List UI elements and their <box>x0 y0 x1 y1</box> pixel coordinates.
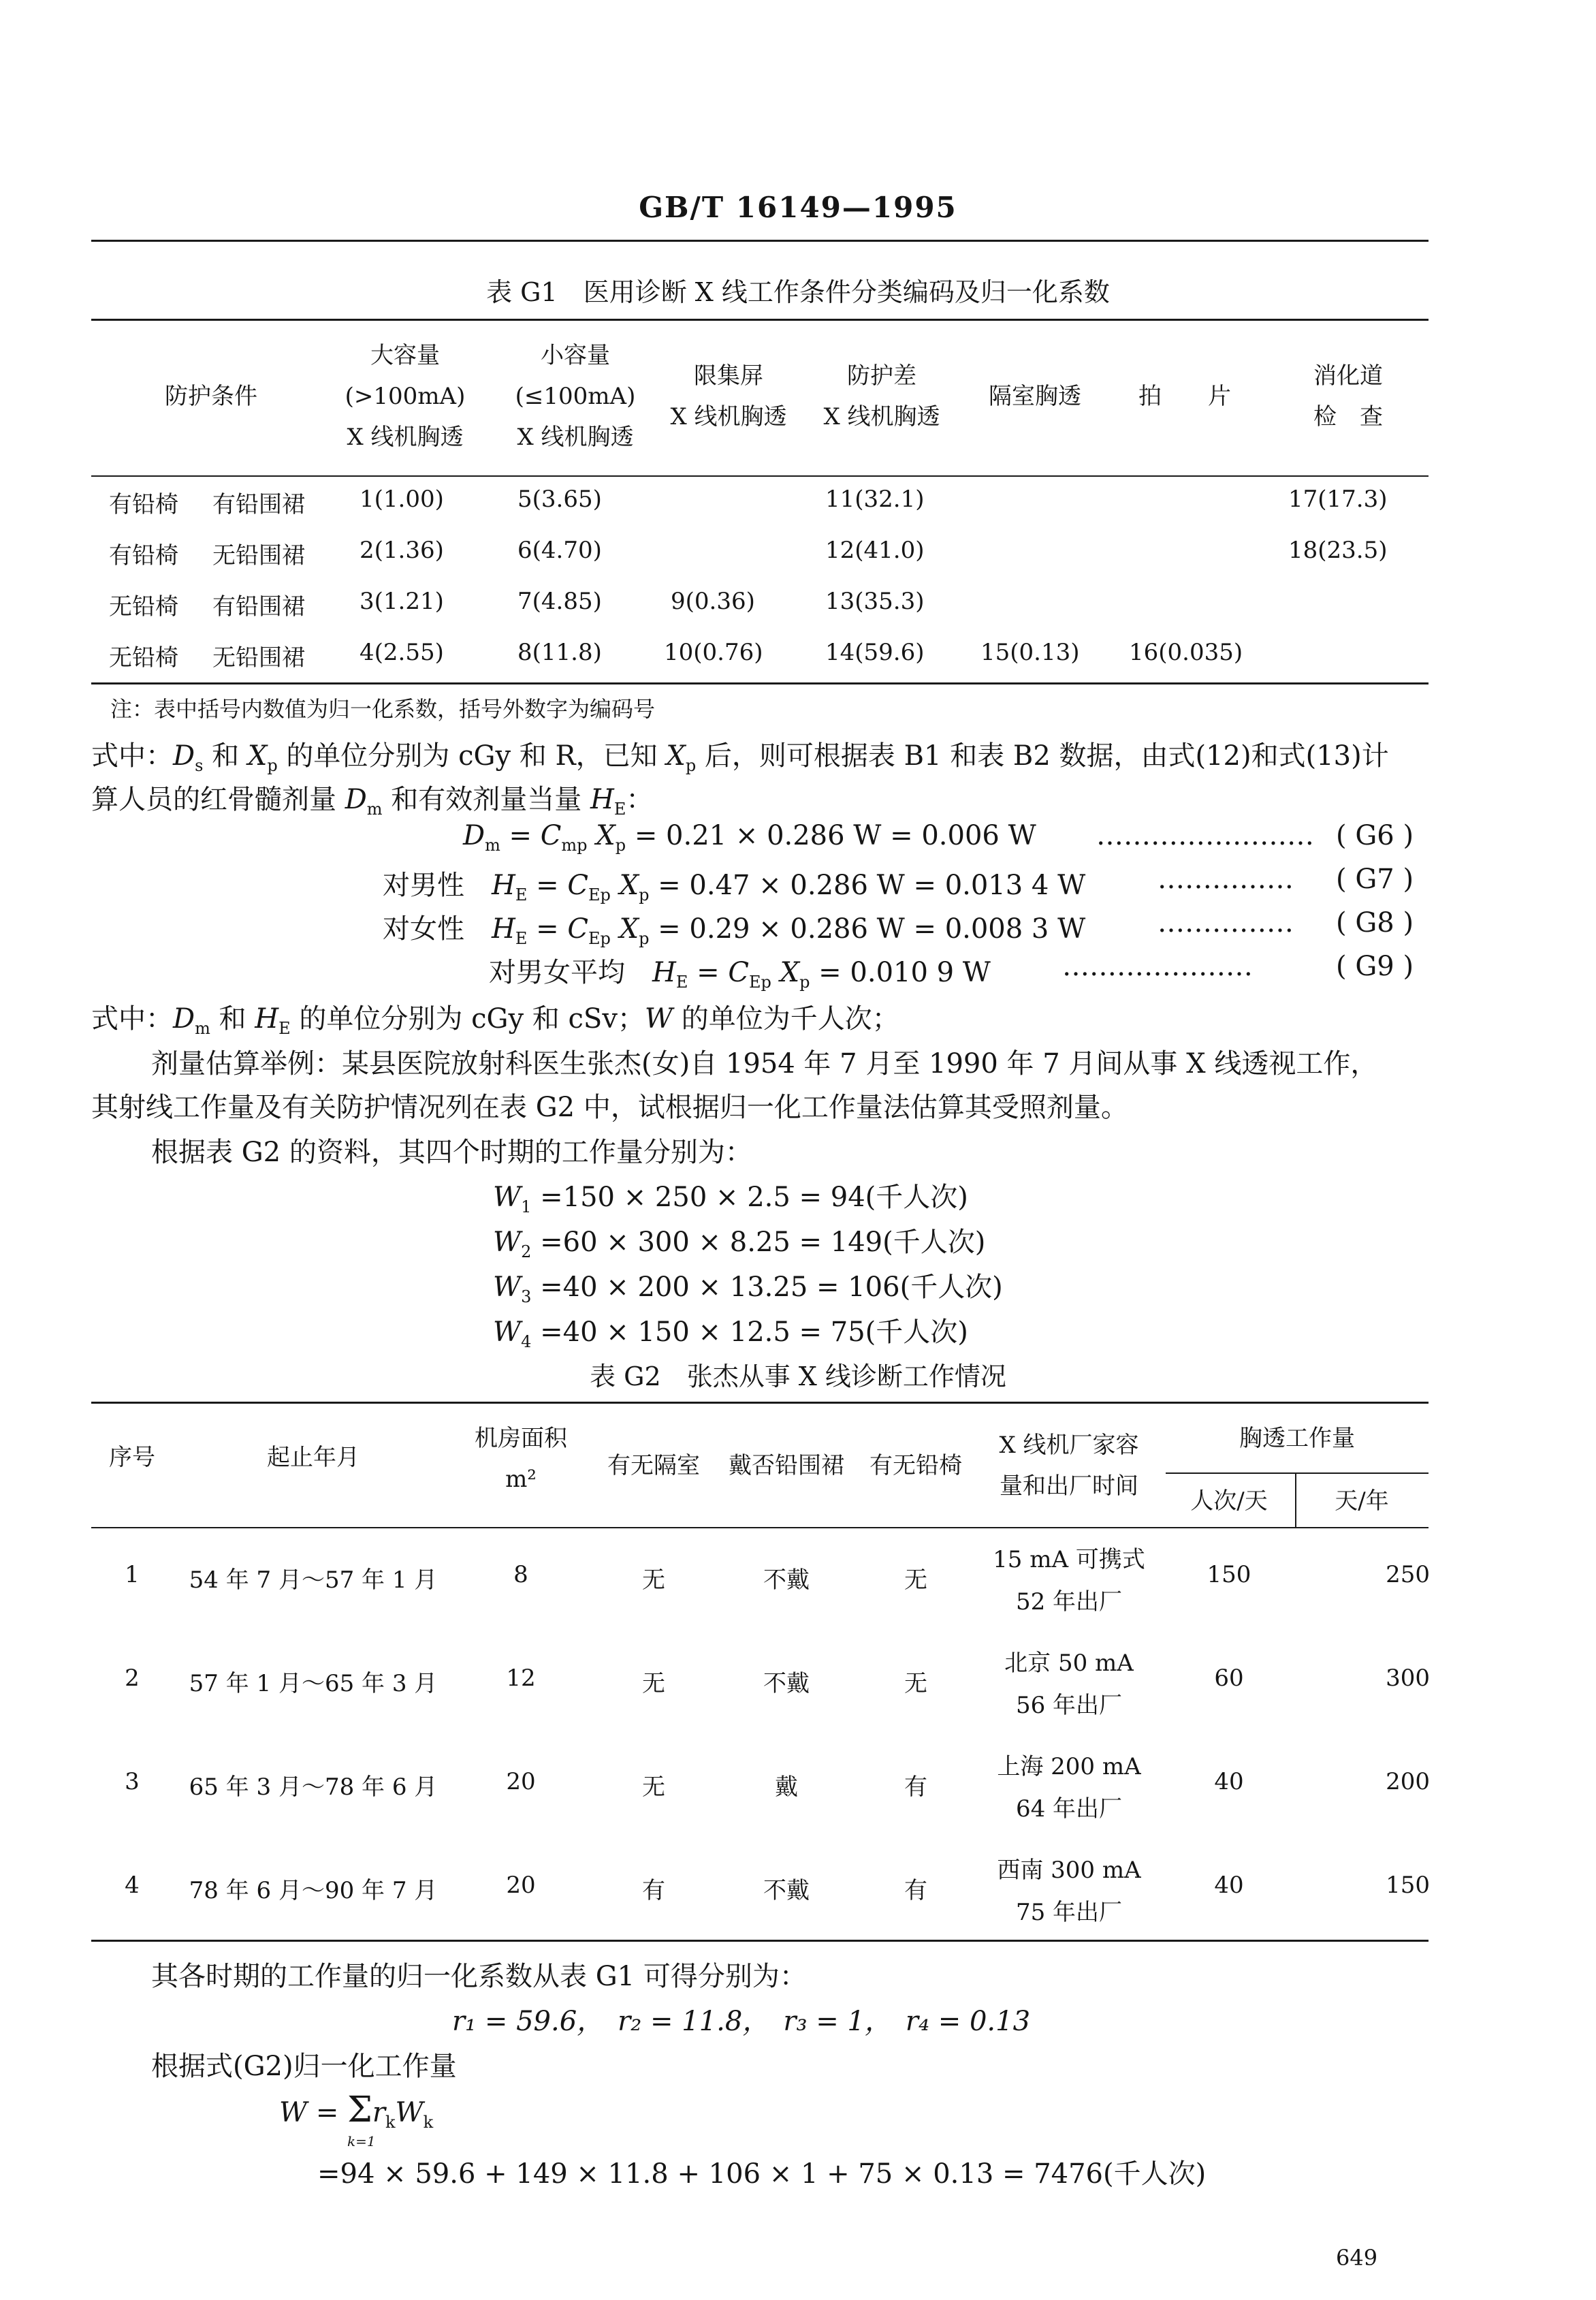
table-g2-subheader-divider <box>1295 1472 1296 1527</box>
paragraph-units: 式中：$D_m$ 和 $H_E$ 的单位分别为 cGy 和 cSv；W 的单位为千人次； <box>91 1003 899 1038</box>
equation-w1: $W_1 =150 \times 250 \times 2.5 = 94$(千人次) <box>493 1182 968 1216</box>
cell-period: 65 年 3 月～78 年 6 月 <box>189 1774 438 1801</box>
col-large: 大容量 (>100mA) X 线机胸透 <box>345 342 466 451</box>
table-g1-caption: 表 G1 医用诊断 X 线工作条件分类编码及归一化系数 <box>486 277 1110 307</box>
cell-chair: 无铅椅 <box>109 593 178 620</box>
cell-days-year: 300 <box>1386 1665 1430 1692</box>
col-film: 拍 片 <box>1138 383 1231 410</box>
paragraph-example-1: 剂量估算举例：某县医院放射科医生张杰(女)自 1954 年 7 月至 1990 年 7 月间从事 X 线透视工作， <box>151 1048 1378 1080</box>
equation-g8-tag: ( G8 ) <box>1336 907 1414 939</box>
header-rule <box>91 240 1429 242</box>
cell-apron: 有铅围裙 <box>212 491 305 518</box>
equation-g8: 对女性 $H_E = C_{Ep}$ $X_p = 0.29 \times 0.286$ W = 0.008 3 W <box>383 913 1086 948</box>
cell-maker-1: 上海 200 mA <box>997 1753 1141 1780</box>
cell-period: 78 年 6 月～90 年 7 月 <box>189 1877 438 1904</box>
paragraph-workload-intro: 根据表 G2 的资料，其四个时期的工作量分别为： <box>151 1137 752 1168</box>
equation-g9: 对男女平均 $H_E = C_{Ep}$ $X_p = 0.010$ 9 W <box>489 957 991 992</box>
cell-per-day: 40 <box>1214 1768 1244 1795</box>
col-gi: 消化道 检 查 <box>1313 362 1383 430</box>
page-number: 649 <box>1336 2245 1378 2271</box>
cell-film: 16(0.035) <box>1129 639 1243 666</box>
cell-poor: 13(35.3) <box>825 588 925 615</box>
cell-apron: 不戴 <box>763 1877 810 1904</box>
cell-poor: 12(41.0) <box>825 537 925 564</box>
cell-chair: 有 <box>904 1774 927 1801</box>
paragraph-coefficients-intro: 其各时期的工作量的归一化系数从表 G1 可得分别为： <box>151 1961 807 1992</box>
equation-g6: $D_m = C_{mp}$ $X_p = 0.21 \times 0.286$ W = 0.006 W <box>463 820 1036 855</box>
equation-g9-leader: ………………… <box>1062 951 1253 982</box>
cell-large: 2(1.36) <box>360 537 444 564</box>
cell-small: 7(4.85) <box>517 588 602 615</box>
cell-chair: 有 <box>904 1877 927 1904</box>
cell-large: 4(2.55) <box>360 639 444 666</box>
cell-no: 3 <box>125 1768 140 1795</box>
table-g2-subheader-rule <box>1166 1472 1429 1474</box>
col-room: 隔室胸透 <box>989 383 1081 410</box>
cell-area: 12 <box>506 1665 536 1692</box>
cell-per-day: 150 <box>1207 1561 1251 1588</box>
col-per-day: 人次/天 <box>1190 1487 1268 1515</box>
col-load: 胸透工作量 <box>1239 1425 1355 1452</box>
cell-chair: 无 <box>904 1566 927 1594</box>
col-area: 机房面积 m² <box>475 1425 567 1493</box>
cell-small: 5(3.65) <box>517 486 602 513</box>
cell-maker-2: 64 年出厂 <box>1015 1795 1123 1823</box>
col-maker: X 线机厂家容 量和出厂时间 <box>999 1432 1139 1500</box>
cell-limit: 9(0.36) <box>671 588 755 615</box>
cell-room: 15(0.13) <box>980 639 1080 666</box>
cell-apron: 不戴 <box>763 1566 810 1594</box>
cell-gi: 18(23.5) <box>1288 537 1388 564</box>
table-g1-header-rule <box>91 475 1429 477</box>
cell-apron: 有铅围裙 <box>212 593 305 620</box>
cell-poor: 14(59.6) <box>825 639 925 666</box>
cell-area: 8 <box>513 1561 528 1588</box>
standard-number: GB/T 16149—1995 <box>639 191 957 224</box>
col-period: 起止年月 <box>267 1444 360 1471</box>
cell-no: 4 <box>125 1872 140 1899</box>
equation-g9-tag: ( G9 ) <box>1336 951 1414 982</box>
paragraph-symbols-1: 式中：$D_s$ 和 $X_p$ 的单位分别为 cGy 和 R，已知 $X_p$ 后，则可根据表 B1 和表 B2 数据，由式(12)和式(13)计 <box>91 740 1389 775</box>
cell-period: 54 年 7 月～57 年 1 月 <box>189 1566 438 1594</box>
equation-g7-tag: ( G7 ) <box>1336 864 1414 895</box>
col-no: 序号 <box>109 1444 155 1471</box>
col-poor: 防护差 X 线机胸透 <box>823 362 940 430</box>
paragraph-symbols-2: 算人员的红骨髓剂量 $D_m$ 和有效剂量当量 $H_E$： <box>91 784 654 819</box>
cell-chair: 无铅椅 <box>109 644 178 672</box>
table-g2-caption: 表 G2 张杰从事 X 线诊断工作情况 <box>590 1361 1006 1391</box>
cell-maker-2: 52 年出厂 <box>1015 1588 1123 1616</box>
cell-chair: 无 <box>904 1670 927 1697</box>
equation-w3: $W_3 =40 \times 200 \times 13.25 = 106$(千人次) <box>493 1272 1003 1306</box>
cell-chair: 有铅椅 <box>109 491 178 518</box>
cell-small: 6(4.70) <box>517 537 602 564</box>
cell-limit: 10(0.76) <box>664 639 763 666</box>
table-g2-header-rule <box>91 1527 1429 1528</box>
cell-per-day: 40 <box>1214 1872 1244 1899</box>
cell-per-day: 60 <box>1214 1665 1244 1692</box>
cell-period: 57 年 1 月～65 年 3 月 <box>189 1670 438 1697</box>
cell-days-year: 250 <box>1386 1561 1430 1588</box>
cell-poor: 11(32.1) <box>825 486 925 513</box>
equation-g6-leader: …………………… <box>1096 820 1314 851</box>
cell-small: 8(11.8) <box>517 639 602 666</box>
cell-maker-1: 西南 300 mA <box>997 1857 1141 1884</box>
equation-sum-lower-limit: k=1 <box>347 2133 376 2149</box>
col-small: 小容量 (≤100mA) X 线机胸透 <box>515 342 636 451</box>
cell-no: 1 <box>125 1561 140 1588</box>
cell-area: 20 <box>506 1872 536 1899</box>
cell-days-year: 150 <box>1386 1872 1430 1899</box>
cell-apron: 不戴 <box>763 1670 810 1697</box>
cell-room: 有 <box>642 1877 665 1904</box>
col-chair: 有无铅椅 <box>869 1452 962 1479</box>
cell-maker-1: 北京 50 mA <box>1004 1650 1134 1677</box>
table-g1-bottom-rule <box>91 682 1429 684</box>
equation-sum: $W = \Sigma r_kW_k$ <box>279 2090 434 2132</box>
cell-large: 1(1.00) <box>360 486 444 513</box>
cell-gi: 17(17.3) <box>1288 486 1388 513</box>
table-g2-top-rule <box>91 1402 1429 1404</box>
equation-r-values: r₁ = 59.6， r₂ = 11.8， r₃ = 1， r₄ = 0.13 <box>452 2006 1031 2037</box>
cell-apron: 戴 <box>775 1774 798 1801</box>
equation-g8-leader: …………… <box>1158 907 1294 939</box>
equation-g6-tag: ( G6 ) <box>1336 820 1414 851</box>
equation-g7-leader: …………… <box>1158 864 1294 895</box>
col-protect: 防护条件 <box>165 383 257 410</box>
cell-large: 3(1.21) <box>360 588 444 615</box>
table-g2-bottom-rule <box>91 1940 1429 1942</box>
cell-room: 无 <box>642 1774 665 1801</box>
col-days-year: 天/年 <box>1335 1487 1389 1515</box>
equation-w4: $W_4 =40 \times 150 \times 12.5 = 75$(千人次) <box>493 1317 968 1351</box>
table-g1-top-rule <box>91 319 1429 321</box>
table-g1-note: 注：表中括号内数值为归一化系数，括号外数字为编码号 <box>110 696 656 722</box>
cell-maker-1: 15 mA 可携式 <box>993 1546 1145 1573</box>
equation-final: =94 × 59.6 + 149 × 11.8 + 106 × 1 + 75 × 0.13 = 7476(千人次) <box>317 2158 1207 2190</box>
cell-room: 无 <box>642 1670 665 1697</box>
cell-days-year: 200 <box>1386 1768 1430 1795</box>
cell-maker-2: 56 年出厂 <box>1015 1692 1123 1719</box>
col-limit: 限集屏 X 线机胸透 <box>670 362 787 430</box>
equation-w2: $W_2 =60 \times 300 \times 8.25 = 149$(千人次) <box>493 1227 986 1261</box>
paragraph-normalized-intro: 根据式(G2)归一化工作量 <box>151 2051 457 2082</box>
cell-apron: 无铅围裙 <box>212 542 305 569</box>
paragraph-example-2: 其射线工作量及有关防护情况列在表 G2 中，试根据归一化工作量法估算其受照剂量。 <box>91 1092 1128 1123</box>
cell-room: 无 <box>642 1566 665 1594</box>
equation-g7: 对男性 $H_E = C_{Ep}$ $X_p = 0.47 \times 0.286$ W = 0.013 4 W <box>383 870 1086 904</box>
cell-maker-2: 75 年出厂 <box>1015 1899 1123 1926</box>
cell-area: 20 <box>506 1768 536 1795</box>
col-apron: 戴否铅围裙 <box>729 1452 844 1479</box>
cell-apron: 无铅围裙 <box>212 644 305 672</box>
cell-no: 2 <box>125 1665 140 1692</box>
cell-chair: 有铅椅 <box>109 542 178 569</box>
col-room: 有无隔室 <box>607 1452 700 1479</box>
